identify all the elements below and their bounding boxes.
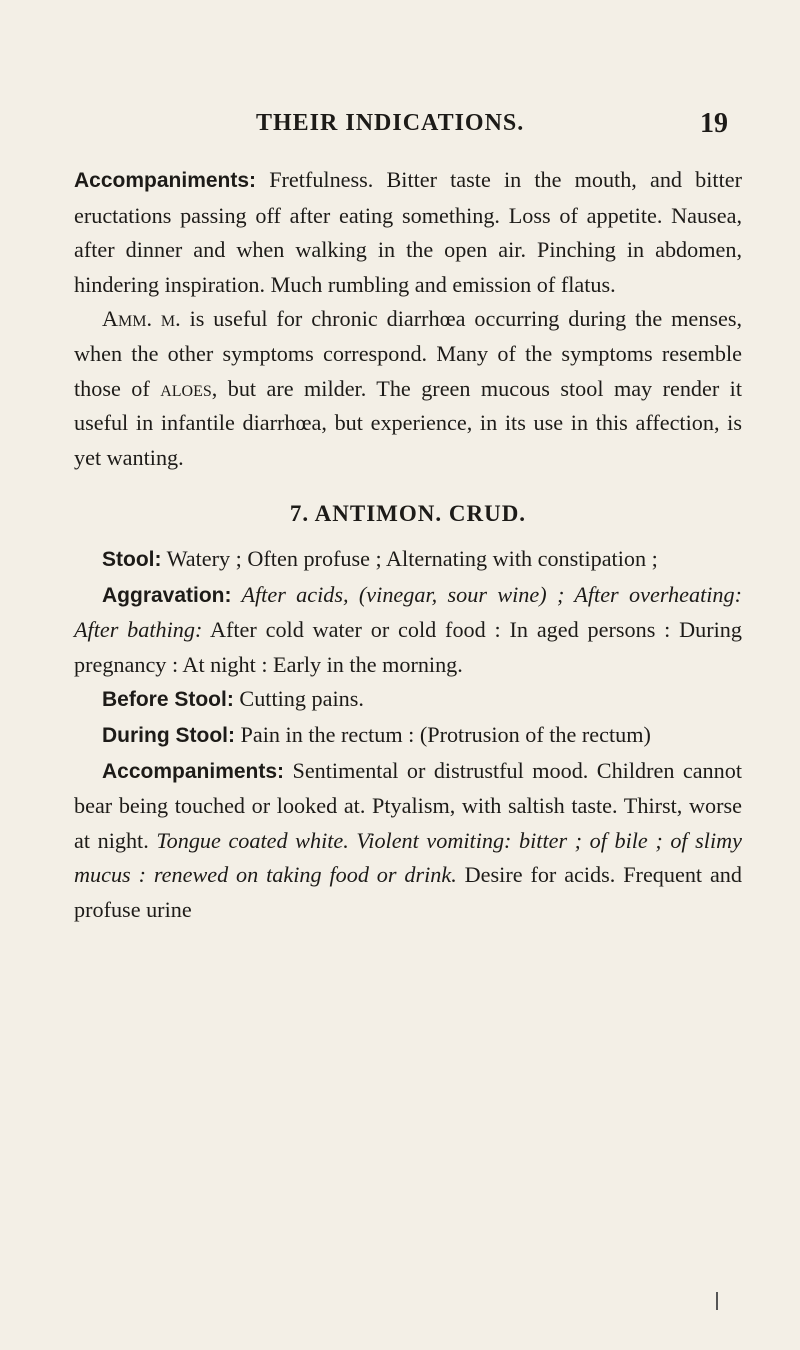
accompaniments-paragraph — [74, 163, 742, 302]
aggravation-text: After cold water or cold food : In aged persons : During pregnancy : At night : Early in the morning. — [74, 617, 742, 677]
during-stool-heading: During Stool: — [102, 723, 235, 747]
amm-remedy-name: Amm. m. — [102, 306, 181, 332]
amm-text-1: is useful for chronic diarrhœa occurring during the menses, when the other symptoms correspond. Many of the symptoms resemble those of — [74, 306, 742, 401]
section-accompaniments-text-2: Desire for acids. Frequent and profuse urine — [74, 862, 742, 922]
stool-paragraph — [74, 542, 742, 578]
stray-ink-mark — [716, 1292, 718, 1310]
before-stool-text: Cutting pains. — [233, 686, 364, 712]
accompaniments-heading: Accompaniments: — [74, 169, 257, 192]
section-title: 7. ANTIMON. CRUD. — [289, 501, 527, 527]
during-stool-text: Pain in the rectum : (Protrusion of the rectum) — [234, 721, 651, 747]
amm-text-2: , but are milder. The green mucous stool may render it useful in infantile diarrhœa, but experience, in its use in this affection, is yet wanting. — [74, 375, 742, 470]
amm-paragraph — [74, 302, 742, 475]
before-stool-heading: Before Stool: — [102, 688, 234, 712]
page-number: 19 — [700, 108, 728, 139]
section-accompaniments-paragraph — [74, 754, 742, 928]
aggravation-heading: Aggravation: — [102, 583, 232, 607]
section-accompaniments-heading: Accompaniments: — [102, 759, 285, 783]
page-body — [74, 163, 742, 927]
aggravation-paragraph — [74, 578, 742, 683]
aggravation-italic-text: After acids, (vinegar, sour wine) ; After overheating: After bathing: — [74, 581, 742, 643]
section-accompaniments-text-1: Sentimental or distrustful mood. Children cannot bear being touched or looked at. Ptyalism, with saltish taste. Thirst, worse at night. — [74, 757, 742, 853]
stool-text: Watery ; Often profuse ; Alternating with constipation ; — [161, 545, 658, 571]
running-head: THEIR INDICATIONS. — [256, 110, 525, 136]
page-header — [0, 108, 800, 144]
during-stool-paragraph — [74, 718, 742, 754]
accompaniments-text: Fretfulness. Bitter taste in the mouth, and bitter eructations passing off after eating something. Loss of appetite. Nausea, after dinner and when walking in the open air. Pinching in abdomen, hindering inspiration. Much rumbling and emission of flatus. — [74, 167, 742, 297]
stool-heading: Stool: — [102, 547, 162, 571]
section-accompaniments-italic: Tongue coated white. Violent vomiting: bitter ; of bile ; of slimy mucus : renewed on taking food or drink. — [74, 827, 743, 888]
before-stool-paragraph — [74, 682, 742, 718]
aloes-remedy-name: aloes — [160, 375, 212, 401]
